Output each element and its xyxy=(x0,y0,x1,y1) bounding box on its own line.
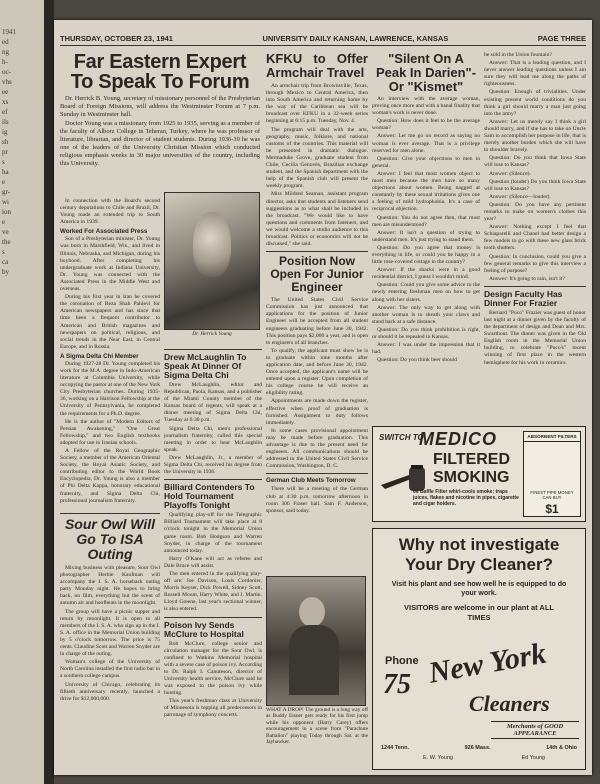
cleaner-owners xyxy=(423,755,545,761)
interview-paragraph: be sold in the Union fountain? xyxy=(484,52,552,58)
interview-paragraph: Question: How does it feel to be the average woman? xyxy=(372,118,480,132)
column-5 xyxy=(484,52,586,420)
prev-page-line: pr xyxy=(2,148,8,156)
cleaner-line1: Visit his plant and see how well he is equipped to do your work. xyxy=(391,581,567,597)
prev-page-line: ve xyxy=(2,228,9,236)
owner-item: Ed Young xyxy=(521,755,545,761)
design-headline: Design Faculty Has Dinner For Frazier xyxy=(484,288,563,308)
body-paragraph: A Fellow of the Royal Geographic Society, a member of the American Oriental Society, the Royal Asiatic Society, and contributing editor to the World Book Encyclopedia, Dr. Young is also a member of Phi Delta Kappa, honorary educational fraternity, and Sigma Delta Chi, professional journalism fraternity. xyxy=(60,448,160,504)
body-paragraph: During his first year in Iran he covered the coronation of Reza Shah Pahlevi for American newspapers and has since that time been a frequent contributor to American and British magazines and newspapers on political, religious, and social trends in the Near East, in Central Europe, and in Russia. xyxy=(60,294,160,350)
body-paragraph: Sigma Delta Chi, men's professional journalism fraternity, called this special meeting in order to hear McLaughlin speak. xyxy=(164,425,262,453)
prev-page-line: ig xyxy=(2,128,8,136)
interview-paragraph: Question: Could you give some advice to the newly entering freshman men on how to get along with her sisters. xyxy=(372,282,480,303)
interview-paragraph: Answer: (Silence). xyxy=(489,170,531,177)
medico-switch: SWITCH TO xyxy=(379,433,424,442)
billiard-headline: Billiard Contenders To Hold Tournament Playoffs Tonight xyxy=(164,482,255,511)
body-paragraph: Woman's college of the University of North Carolina installed the first radio bar in a southern college campus. xyxy=(60,659,160,680)
subhead: Worked For Associated Press xyxy=(60,228,148,236)
silent-headline: "Silent On A Peak In Darien"-Or "Kismet" xyxy=(375,52,477,94)
body-paragraph: Miss Mildred Seaman, assistant program director, asks that students and listeners send suggestions as to what shall be included in the broadcast. "We would like to have questions and comments from listeners, and we would welcome a studio audience to this broadcast. Politics or economics will not be discussed," she said. xyxy=(266,191,368,248)
interview-paragraph: Question: You do not agree then, that most men are misunderstood? xyxy=(372,214,480,228)
interview-paragraph: Question: Do you agree that money is everything in life, or could you be happy in a little rose-covered cottage in the country? xyxy=(372,244,480,266)
prev-page-line: wi xyxy=(2,198,9,206)
body-paragraph: Harry O'Kane will act as referee and Dale Bruce will assist. xyxy=(164,555,262,569)
prev-page-line: h- xyxy=(2,58,8,66)
prev-page-line: ng xyxy=(2,48,9,56)
interview-paragraph: Question: Do you think that Iowa State will lose to Kansas? xyxy=(484,155,586,169)
body-paragraph: Drew McLaughlin, Jr., a member of Sigma Delta Chi, received his degree from the University in 1936. xyxy=(164,454,262,476)
masthead-page: PAGE THREE xyxy=(537,34,586,43)
column-2-lower xyxy=(164,346,262,772)
kfku-headline: KFKU to Offer Armchair Travel xyxy=(266,52,368,80)
body-paragraph: Drew McLaughlin, editor and Republican, Paola, Kansas, and a publisher of the Miami County member of the Kansas board of regents, will speak at a dinner meeting of Sigma Delta Chi, Tuesday at 6:30 p.m. xyxy=(164,382,262,424)
poison-headline: Poison Ivy Sends McClure to Hospital xyxy=(164,619,244,639)
masthead xyxy=(60,32,586,46)
body-paragraph: Appointments are made down the register, effective when proof of graduation is furnished. Assignment to duty follows immediately. xyxy=(266,398,368,426)
interview-paragraph: Answer: It isn't a question of trying to understand men. It's just trying to stand them. xyxy=(372,229,480,243)
medico-filtered: FILTERED xyxy=(433,451,511,468)
prev-page-line: ca xyxy=(2,258,9,266)
drew-headline: Drew McLaughlin To Speak At Dinner Of Sigma Delta Chi xyxy=(164,352,247,380)
body-paragraph: There will be a meeting of the German club at 4:30 p.m. tomorrow afternoon in room 306 Fraser hall. Sam F. Anderson, sponsor, said today. xyxy=(266,486,368,514)
medico-brand: MEDICO xyxy=(419,429,497,449)
interview-paragraph: Answer: Let me go on record as saying no woman is ever average. That is a privilege reserved for men alone. xyxy=(372,133,480,154)
interview-paragraph: Question: Enough of trivialities. Under existing present world conditions do you think a girl should marry a man just going into the army? xyxy=(484,89,586,117)
prev-page-line: ion xyxy=(2,208,11,216)
prev-page-line: ha xyxy=(2,168,9,176)
address-item: 1244 Tenn. xyxy=(381,745,410,751)
masthead-paper: UNIVERSITY DAILY KANSAN, LAWRENCE, KANSAS xyxy=(262,34,449,43)
prev-page-line: ils xyxy=(2,118,9,126)
interview-paragraph: Answer: Let us merely say I think a girl should marry, and if she has to take on Uncle Sam to accomplish her purpose in life, that is merely another burden which she will have to shoulder bravely. xyxy=(484,118,586,154)
page-gutter xyxy=(44,0,54,784)
filter-box xyxy=(523,431,581,517)
body-paragraph: To qualify, the applicant must show he is to graduate within nine months after application date, and before June 30, 1942. Once accepted, the applicant's name will be entered upon a register. Upon completion of his college course he will receive an eligibility rating. xyxy=(266,347,368,397)
body-paragraph: The men entered in the qualifying play-off are: Joe Davison, Louis Cordonier, Morris Keyser, Dick Powell, Sidney Scott, Russell Mount, Harry White, and J. Martin. Lloyd Greene, last year's sectional winner, is also entered. xyxy=(164,570,262,613)
prev-page-line: e xyxy=(2,178,6,186)
movie-still-photo xyxy=(266,576,366,706)
body-paragraph: The program will deal with the arts, geography, music, folklore, and national customs of the countries. This material will be presented in dramatic dialogue. Mermaduke Grove, graduate student from Chile, Cecilia Genovès, Brazilian exchange student, and the Spanish department with the help of the Spanish club will present the weekly program. xyxy=(266,126,368,190)
movie-photo-block xyxy=(266,576,368,772)
german-headline: German Club Meets Tomorrow xyxy=(266,477,356,485)
cleaner-tagline: Merchants of GOOD APPEARANCE xyxy=(491,721,579,739)
cleaner-headline: Why not investigate Your Dry Cleaner? xyxy=(398,535,560,574)
photo-caption: Dr. Herrick Young xyxy=(192,331,232,337)
interview-paragraph: Answer: That is a leading question, and I never answer leading questions unless I am sure they will lead me along the paths of righteousness. xyxy=(484,60,586,88)
prev-page-line: vhs xyxy=(2,78,12,86)
filter-box-sub: FINEST PIPE MONEY CAN BUY xyxy=(530,490,574,500)
prev-page-line: the xyxy=(2,238,11,246)
body-paragraph: University of Chicago, celebrating its fiftieth anniversary recently, launched a drive for $12,000,000. xyxy=(60,681,160,702)
subhead: A Sigma Delta Chi Member xyxy=(60,352,139,360)
body-paragraph: In some cases provisional appointment may be made before graduation. This advantage is due to the present need for engineers. All communications should be addressed to the United States Civil Service Commission, Washington, D. C. xyxy=(266,427,368,470)
newspaper-page xyxy=(54,20,592,775)
medico-smoking: SMOKING xyxy=(433,469,510,486)
prev-page-line: by xyxy=(2,268,9,276)
body-paragraph: The United States Civil Service Commission has just announced that applications for the position of Junior Engineer will be accepted from all student engineers graduating before June 30, 1942. This position pays $2,000 a year, and is open to engineers of all branches. xyxy=(266,297,368,346)
prev-page-line: sh xyxy=(2,138,9,146)
interview-paragraph: Question: In conclusion, could you give a few general remarks to give this interview a feeling of purpose? xyxy=(484,253,586,274)
medico-advertisement xyxy=(372,426,586,522)
medico-subtext: 66 Baffle Filter whirl-cools smoke; traps juices, flakes and nicotine in pipes, cigarette and cigar holders. xyxy=(413,489,519,507)
interview-paragraph: Answer: It's going to rain, isn't it? xyxy=(489,275,565,282)
column-1-lower xyxy=(60,510,160,772)
interview-paragraph: An interview with the average woman, proving once more and with a banal finality that woman's work is never done. xyxy=(372,96,480,117)
masthead-date: THURSDAY, OCTOBER 23, 1941 xyxy=(60,34,173,43)
prev-page-line: ef xyxy=(2,108,8,116)
prev-page-line: xs xyxy=(2,98,9,106)
body-paragraph: He is the author of "Modern Editors of Persian Awakening," "One Great Fellowship," and two English textbooks adopted for use in Iranian schools. xyxy=(60,418,160,446)
prev-page-line: oc- xyxy=(2,68,11,76)
prev-page-line: s xyxy=(2,248,5,256)
body-paragraph: Bernard "Poco" Frazier was guest of honor last night at a dinner given by the faculty of the department of design and Dean and Mrs. Swarthout. The dinner was given in the Old English room in the Memorial Union building, to celebrate "Poco's" recent winning of first place in the western hemisphere for his work in ceramics. xyxy=(484,309,586,366)
column-3 xyxy=(266,52,368,552)
young-photo-block xyxy=(164,192,260,342)
body-paragraph: Mixing business with pleasure, Sour Owl photographer Herbie Kaufman will accompany the I. S. A. horseback outing party Monday night. He hopes to bring back, on film, everything but the scent of autumn air and hoofbeats in the moonlight. xyxy=(60,565,160,607)
interview-paragraph: Question: Do you think prohibition is right, or should it be repealed in Kansas. xyxy=(372,326,480,340)
cleaner-name-script: New York xyxy=(426,636,549,690)
interview-paragraph: Answer: (Silence—louder). xyxy=(489,193,551,200)
interview-paragraph: Answer: I feel that most women object to most men because the men have so many objections about women. Being nagged at constantly by these sexual irritations gives one a feeling of mild hydrophobia. It's a case of reciprocal objection. xyxy=(372,170,480,213)
lead-paragraph: Doctor Young was a missionary from 1925 to 1935, serving as a member of the faculty of Alborz College in Teheran, Turkey, where he was professor of literature, librarian, and director of student students. During 1936-39 he was one of the leaders of the University Christian Mission which conducted religious emphasis weeks in 30 major universities of the country, including this University. xyxy=(60,120,260,167)
address-item: 14th & Ohio xyxy=(546,745,577,751)
interview-paragraph: Answer: If the shacks were in a good residential district, I guess I wouldn't mind. xyxy=(372,267,480,281)
address-item: 926 Mass. xyxy=(464,745,491,751)
interview-paragraph: Question: Do you have any pertinent remarks to make on women's clothes this year? xyxy=(484,201,586,223)
portrait-photo xyxy=(164,192,260,330)
cleaner-phone-number: 75 xyxy=(383,669,411,700)
column-4 xyxy=(372,52,480,420)
prev-page-line: ed xyxy=(2,38,9,46)
cleaner-advertisement xyxy=(372,528,586,770)
prev-page-line: e xyxy=(2,218,6,226)
prev-page-line: gr- xyxy=(2,188,11,196)
body-paragraph: During 1927-28 Dr. Young completed his work for the M.A. degree in Indo-American literature at Columbia University, while occupying the pastor at one of the New York City Presbyterian churches. During 1935-36, working on a Harrison Fellowship at the University of Pennsylvania, he completed the requirements for a Ph.D. degree. xyxy=(60,360,160,417)
filter-box-title: ABSORBENT FILTERS xyxy=(524,432,580,442)
prev-page-line: ee xyxy=(2,88,9,96)
interview-paragraph: Answer: Nothing except I feel that Schiaparelli and Chanel had better design a few models to go with these new glass brick tooth shutters. xyxy=(484,224,586,252)
interview-paragraph: Answer: I was under the impression that it had. xyxy=(372,342,480,356)
body-paragraph: This year's freshman class at University of Minnesota is topping all predecessors in patronage of symphony concerts. xyxy=(164,698,262,719)
cleaner-addresses xyxy=(381,745,577,751)
lead-headline: Far Eastern Expert To Speak To Forum xyxy=(70,52,250,93)
body-paragraph: In connection with the Board's second century deputations to Chile and Brazil, Dr. Young made an extended trip to South America in 1939. xyxy=(60,198,160,226)
lead-paragraph: Dr. Herrick B. Young, secretary of missionary personnel of the Presbyterian Board of Foreign Missions, will address the Westminster Forum at 7 p.m. Sunday in Westminster hall. xyxy=(60,95,260,118)
movie-caption: WHAT A DROP! The ground is a long way off as Buddy Eisner gets ready for his first jump while his opponent (Harry Carey) offers encouragement in a scene from "Parachute Battalion" playing Today through Sat. at the Jayhawker. xyxy=(266,707,368,746)
body-paragraph: Qualifying play-off for the Telegraphic Billiard Tournament will take place at 8 o'clock tonight in the Memorial Union game room. Bob Hodgson and Warren Snyder, in charge of the tournament announced today. xyxy=(164,512,262,554)
body-paragraph: Bob McClure, college senior and circulation manager for the Sour Owl, is confined to Watkins Memorial hospital with a severe case of poison ivy. According to Dr. Ralph I. Canuteson, director of University health service, McClure said he was exposed to the poison ivy while hunting. xyxy=(164,640,262,697)
prev-page-line: s xyxy=(2,158,5,166)
interview-paragraph: Answer: The only way to get along with another woman is to sheath your claws and stand back at a safe distance. xyxy=(372,304,480,325)
interview-paragraph: Question: Do you think beer should xyxy=(377,357,458,364)
owner-item: E. W. Young xyxy=(423,755,453,761)
body-paragraph: An armchair trip from Brownsville, Texas, through Mexico to Central America, then into South America and returning home by the way of the Caribbean sea will be broadcast over KFKU in a 32-week series beginning at 6:15 p.m. Tuesday, Nov. 4. xyxy=(266,83,368,125)
prev-page-line: 1941 xyxy=(2,28,16,36)
cleaner-line2: VISITORS are welcome in our plant at ALL TIMES xyxy=(403,603,555,622)
interview-paragraph: Question: Give your objections to men in general. xyxy=(372,155,480,169)
position-headline: Position Now Open For Junior Engineer xyxy=(270,254,364,295)
interview-paragraph: Question (louder) Do you think Iowa State will lose to Kansas? xyxy=(484,178,586,192)
body-paragraph: The group will have a picnic supper and return by moonlight. It is open to all members of the I. S. A. who sign up in the I. S. A. office in the Memorial Union building by 5 o'clock tomorrow. The price is 75 cents. Claudine Scott and Warren Snyder are in charge of the outing. xyxy=(60,608,160,658)
column-1-body xyxy=(60,198,160,508)
isa-headline: Sour Owl Will Go To ISA Outing xyxy=(64,516,156,562)
body-paragraph: Son of a Presbyterian minister, Dr. Young was born in Marshfield, Wis., and lived in Illinois, Nebraska, and Michigan, during his boyhood. After completing his undergraduate work at Indiana University, Dr. Young was connected with the Associated Press in the Middle West and overseas. xyxy=(60,236,160,293)
previous-page-edge xyxy=(0,0,48,784)
cleaner-name-word: Cleaners xyxy=(469,691,550,716)
medico-price: $1 xyxy=(545,502,559,516)
cleaner-phone-label: Phone xyxy=(385,655,419,667)
